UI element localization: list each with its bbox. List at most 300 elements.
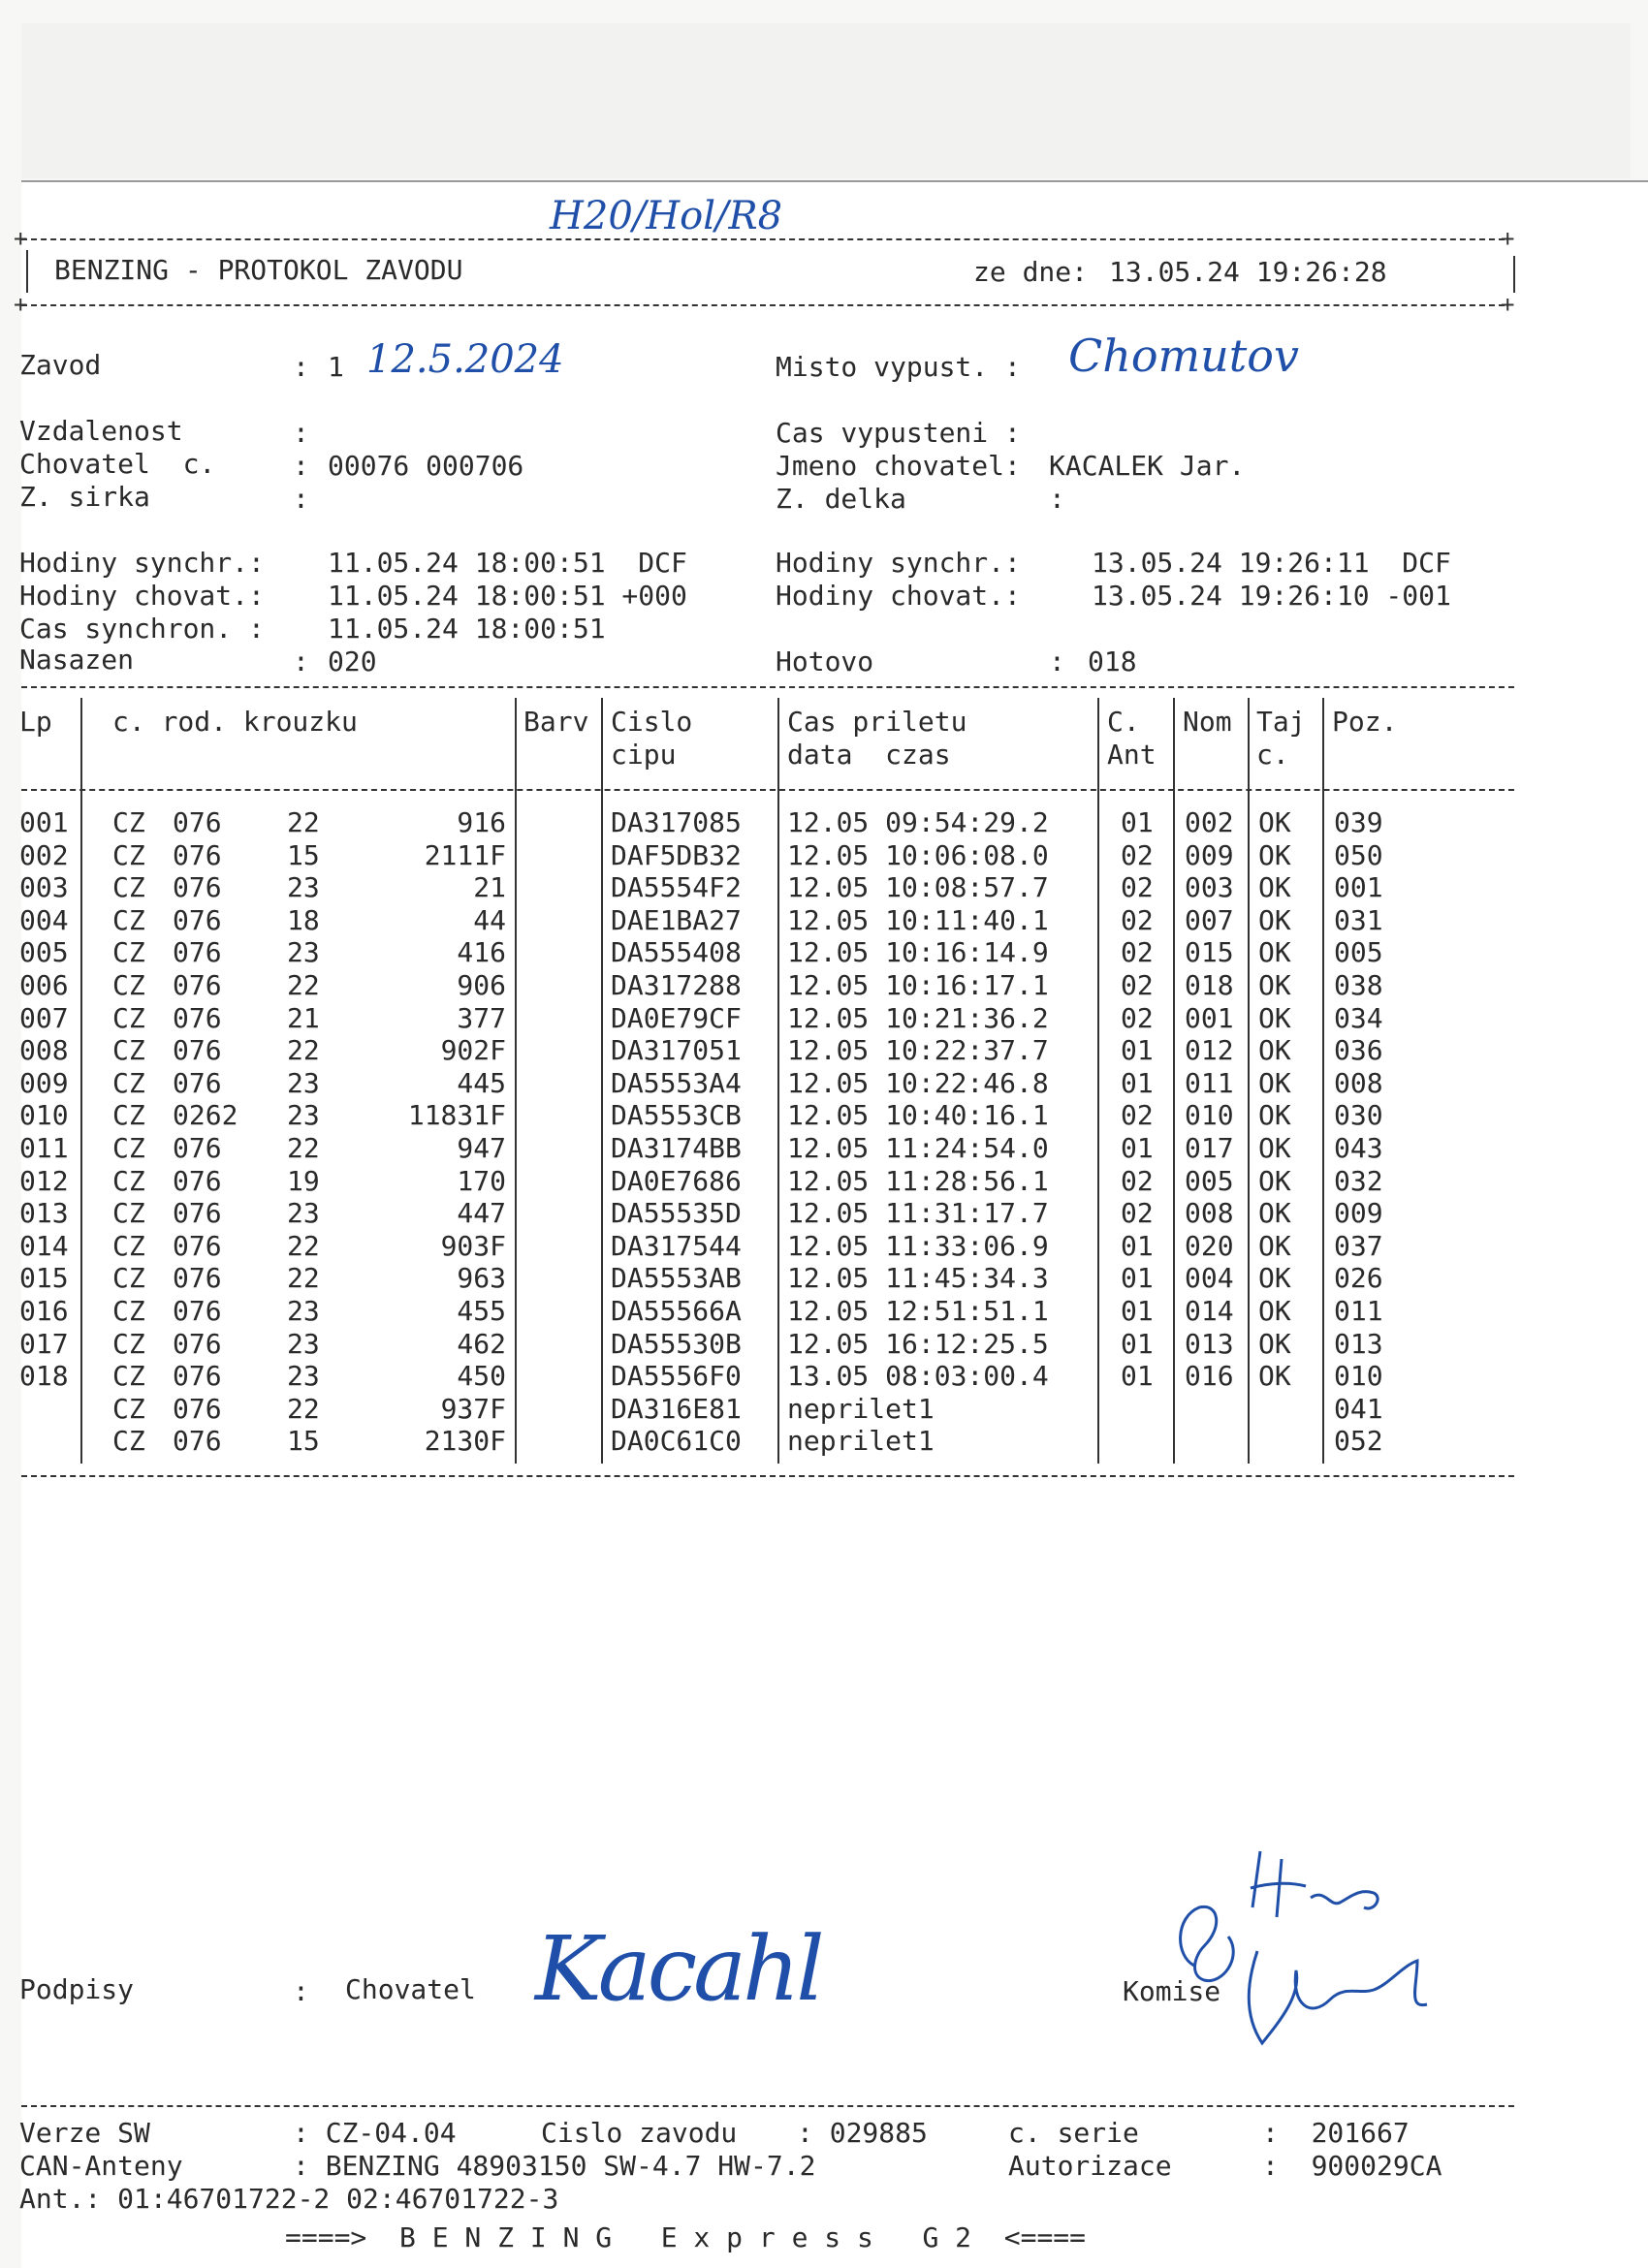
cell-nom: 007 [1185,903,1234,936]
breeder-signature-label: Chovatel [345,1973,476,2005]
cell-arrival: 12.05 10:22:37.7 [787,1034,1049,1067]
cell-org: 076 [173,1425,222,1458]
cell-antenna: 02 [1121,871,1154,904]
cell-ring-number: 416 [457,936,506,969]
cell-lp: 010 [19,1099,69,1132]
corner-mark: + [14,291,28,318]
cell-position: 043 [1334,1132,1383,1164]
cell-nom: 011 [1185,1066,1234,1099]
cell-antenna: 02 [1121,1001,1154,1034]
cell-lp: 012 [19,1164,69,1197]
cell-year: 23 [287,1099,320,1132]
cell-chip: DA3174BB [611,1132,742,1164]
release-place-label: Misto vypust. : [776,351,1021,383]
col-divider [515,698,517,1464]
cell-antenna: 02 [1121,969,1154,1001]
signatures-label: Podpisy [19,1973,135,2005]
cell-position: 031 [1334,903,1383,936]
breeder-number-value: 00076 000706 [328,450,524,482]
cell-arrival: 12.05 11:28:56.1 [787,1164,1049,1197]
cell-chip: DA317544 [611,1229,742,1262]
cell-country: CZ [112,936,145,969]
cell-secret: OK [1258,838,1291,871]
cell-country: CZ [112,1262,145,1295]
header-arrival: Cas priletu [787,706,967,738]
cell-nom: 008 [1185,1197,1234,1230]
cell-lp: 009 [19,1066,69,1099]
cell-ring-number: 963 [457,1262,506,1295]
protocol-page [14,180,1648,2268]
cell-country: CZ [112,1295,145,1327]
cell-nom: 017 [1185,1132,1234,1164]
cell-org: 076 [173,936,222,969]
cell-position: 050 [1334,838,1383,871]
corner-mark: + [1501,291,1515,318]
cell-country: CZ [112,1392,145,1425]
cell-org: 076 [173,1132,222,1164]
cell-year: 23 [287,1295,320,1327]
cell-secret: OK [1258,1262,1291,1295]
cell-arrival: 12.05 10:40:16.1 [787,1099,1049,1132]
cell-year: 23 [287,871,320,904]
cell-year: 15 [287,1425,320,1458]
cell-org: 076 [173,969,222,1001]
cell-arrival: 12.05 11:24:54.0 [787,1132,1049,1164]
colon: : [293,483,309,515]
cell-year: 22 [287,1034,320,1067]
cell-org: 076 [173,1066,222,1099]
cell-lp: 015 [19,1262,69,1295]
cell-arrival: 13.05 08:03:00.4 [787,1360,1049,1393]
cell-nom: 004 [1185,1262,1234,1295]
zavod-label: Zavod [19,349,102,381]
header-top-border [21,238,1505,240]
cell-ring-number: 445 [457,1066,506,1099]
protocol-title: BENZING - PROTOKOL ZAVODU [54,254,463,286]
cell-position: 026 [1334,1262,1383,1295]
cell-position: 010 [1334,1360,1383,1393]
handwritten-race-date: 12.5.2024 [366,337,564,382]
cell-nom: 013 [1185,1327,1234,1360]
col-divider [1248,698,1250,1464]
cell-antenna: 01 [1121,1034,1154,1067]
colon: : [293,351,309,383]
cell-year: 22 [287,1229,320,1262]
cell-arrival: 12.05 10:21:36.2 [787,1001,1049,1034]
cell-ring-number: 903F [440,1229,506,1262]
clock-sync-label-right: Hodiny synchr.: [776,547,1021,579]
cell-secret: OK [1258,903,1291,936]
cell-arrival: 12.05 11:33:06.9 [787,1229,1049,1262]
cell-org: 076 [173,1164,222,1197]
cell-chip: DA5553A4 [611,1066,742,1099]
cell-country: CZ [112,1034,145,1067]
cell-lp: 008 [19,1034,69,1067]
header-secret: Taj [1256,706,1306,738]
authorization-value: : 900029CA [1262,2150,1442,2182]
cell-position: 005 [1334,936,1383,969]
cell-antenna: 01 [1121,1327,1154,1360]
cell-chip: DAE1BA27 [611,903,742,936]
cell-position: 038 [1334,969,1383,1001]
cell-position: 037 [1334,1229,1383,1262]
cell-chip: DA55535D [611,1197,742,1230]
cell-country: CZ [112,969,145,1001]
can-antenna-label: CAN-Anteny [19,2150,183,2182]
brand-line: ====> B E N Z I N G E x p r e s s G 2 <==== [285,2221,1087,2253]
cell-ring-number: 377 [457,1001,506,1034]
header-chip-2: cipu [611,739,677,771]
cell-position: 011 [1334,1295,1383,1327]
cell-secret: OK [1258,806,1291,838]
release-time-label: Cas vypusteni : [776,417,1021,449]
cell-year: 22 [287,969,320,1001]
cell-position: 039 [1334,806,1383,838]
cell-arrival: 12.05 16:12:25.5 [787,1327,1049,1360]
col-divider [777,698,779,1464]
header-bottom-border [21,304,1505,306]
cell-org: 076 [173,903,222,936]
cell-lp: 004 [19,903,69,936]
header-secret-2: c. [1256,739,1289,771]
cell-nom: 018 [1185,969,1234,1001]
cell-year: 22 [287,1392,320,1425]
cell-year: 23 [287,1327,320,1360]
cell-org: 076 [173,838,222,871]
header-lp: Lp [19,706,52,738]
cell-year: 22 [287,1132,320,1164]
cell-chip: DA5554F2 [611,871,742,904]
cell-lp: 002 [19,838,69,871]
cell-antenna: 02 [1121,903,1154,936]
basketed-value: 020 [328,646,377,677]
cell-year: 18 [287,903,320,936]
cell-lp: 005 [19,936,69,969]
cell-arrival: 12.05 11:31:17.7 [787,1197,1049,1230]
clock-sync-value-left: 11.05.24 18:00:51 DCF [328,547,687,579]
cell-chip: DA317051 [611,1034,742,1067]
cell-nom: 010 [1185,1099,1234,1132]
cell-position: 030 [1334,1099,1383,1132]
commission-signature [1136,1849,1505,2063]
authorization-label: Autorizace [1008,2150,1172,2182]
cell-org: 076 [173,1327,222,1360]
scan-top-band [21,23,1631,178]
cell-position: 008 [1334,1066,1383,1099]
cell-org: 076 [173,1001,222,1034]
distance-label: Vzdalenost [19,415,183,447]
cell-chip: DA0E79CF [611,1001,742,1034]
cell-ring-number: 937F [440,1392,506,1425]
cell-arrival: neprilet1 [787,1392,935,1425]
cell-org: 076 [173,1197,222,1230]
cell-secret: OK [1258,1132,1291,1164]
cell-secret: OK [1258,1360,1291,1393]
cell-arrival: 12.05 10:11:40.1 [787,903,1049,936]
cell-ring-number: 2111F [424,838,506,871]
cell-country: CZ [112,838,145,871]
colon: : [1049,646,1065,677]
cell-chip: DA317288 [611,969,742,1001]
cell-chip: DA555408 [611,936,742,969]
cell-country: CZ [112,1099,145,1132]
breeder-signature: Kacahl [535,1917,821,2021]
cell-antenna: 01 [1121,1360,1154,1393]
cell-position: 032 [1334,1164,1383,1197]
cell-org: 076 [173,1360,222,1393]
cell-antenna: 01 [1121,1066,1154,1099]
cell-country: CZ [112,903,145,936]
cell-lp: 001 [19,806,69,838]
footer-top-border [21,2105,1514,2107]
cell-antenna: 02 [1121,1099,1154,1132]
cell-lp: 017 [19,1327,69,1360]
cell-country: CZ [112,1197,145,1230]
cell-lp: 016 [19,1295,69,1327]
cell-secret: OK [1258,936,1291,969]
cell-nom: 009 [1185,838,1234,871]
header-ring: c. rod. krouzku [112,706,358,738]
cell-ring-number: 916 [457,806,506,838]
cell-country: CZ [112,1229,145,1262]
cell-year: 23 [287,1360,320,1393]
clock-sync-value-right: 13.05.24 19:26:11 DCF [1092,547,1451,579]
header-antenna: C. [1107,706,1140,738]
header-nom: Nom [1183,706,1232,738]
cell-org: 076 [173,871,222,904]
cell-position: 001 [1334,871,1383,904]
colon: : [293,1975,309,2007]
breeder-clock-value-left: 11.05.24 18:00:51 +000 [328,580,687,612]
cell-secret: OK [1258,1229,1291,1262]
longitude-label: Z. delka [776,483,906,515]
cell-ring-number: 2130F [424,1425,506,1458]
cell-antenna: 02 [1121,1164,1154,1197]
cell-lp: 007 [19,1001,69,1034]
cell-org: 0262 [173,1099,238,1132]
cell-ring-number: 450 [457,1360,506,1393]
cell-chip: DA0E7686 [611,1164,742,1197]
cell-year: 22 [287,1262,320,1295]
cell-country: CZ [112,806,145,838]
cell-country: CZ [112,1425,145,1458]
race-number-value: : 029885 [797,2117,928,2149]
cell-ring-number: 462 [457,1327,506,1360]
cell-nom: 012 [1185,1034,1234,1067]
cell-nom: 015 [1185,936,1234,969]
cell-lp: 018 [19,1360,69,1393]
corner-mark: + [1501,225,1515,252]
cell-org: 076 [173,1295,222,1327]
header-antenna-2: Ant [1107,739,1157,771]
cell-year: 22 [287,806,320,838]
col-divider [1097,698,1099,1464]
breeder-number-label: Chovatel c. [19,448,216,480]
clock-sync-label-left: Hodiny synchr.: [19,547,265,579]
cell-nom: 014 [1185,1295,1234,1327]
cell-position: 034 [1334,1001,1383,1034]
zavod-number: 1 [328,351,344,383]
cell-position: 009 [1334,1197,1383,1230]
cell-antenna: 02 [1121,838,1154,871]
cell-ring-number: 455 [457,1295,506,1327]
cell-org: 076 [173,806,222,838]
breeder-clock-label-right: Hodiny chovat.: [776,580,1021,612]
cell-country: CZ [112,871,145,904]
cell-antenna: 01 [1121,1262,1154,1295]
cell-lp: 006 [19,969,69,1001]
cell-nom: 003 [1185,871,1234,904]
cell-nom: 002 [1185,806,1234,838]
breeder-clock-value-right: 13.05.24 19:26:10 -001 [1092,580,1451,612]
header-color: Barv [523,706,589,738]
serial-label: c. serie [1008,2117,1139,2149]
can-antenna-value: : BENZING 48903150 SW-4.7 HW-7.2 [293,2150,816,2182]
cell-arrival: neprilet1 [787,1425,935,1458]
cell-org: 076 [173,1034,222,1067]
cell-antenna: 01 [1121,1295,1154,1327]
cell-year: 21 [287,1001,320,1034]
col-divider [601,698,603,1464]
cell-position: 013 [1334,1327,1383,1360]
cell-secret: OK [1258,871,1291,904]
cell-ring-number: 44 [473,903,506,936]
cell-arrival: 12.05 10:06:08.0 [787,838,1049,871]
header-right-border [1513,256,1515,293]
cell-chip: DA55530B [611,1327,742,1360]
cell-org: 076 [173,1229,222,1262]
cell-arrival: 12.05 10:22:46.8 [787,1066,1049,1099]
cell-nom: 005 [1185,1164,1234,1197]
cell-antenna: 01 [1121,806,1154,838]
cell-country: CZ [112,1360,145,1393]
cell-nom: 020 [1185,1229,1234,1262]
table-top-border [21,686,1514,688]
colon: : [1049,483,1065,515]
breeder-clock-label-left: Hodiny chovat.: [19,580,265,612]
sw-version-value: : CZ-04.04 [293,2117,457,2149]
cell-antenna: 02 [1121,1197,1154,1230]
cell-nom: 016 [1185,1360,1234,1393]
report-date-label: ze dne: [973,256,1089,288]
cell-position: 036 [1334,1034,1383,1067]
cell-chip: DA5553CB [611,1099,742,1132]
done-value: 018 [1088,646,1137,677]
handwritten-release-place: Chomutov [1068,330,1299,382]
cell-arrival: 12.05 12:51:51.1 [787,1295,1049,1327]
cell-antenna: 01 [1121,1229,1154,1262]
cell-chip: DA55566A [611,1295,742,1327]
table-header-border [21,789,1514,791]
cell-secret: OK [1258,1001,1291,1034]
latitude-label: Z. sirka [19,481,150,513]
cell-arrival: 12.05 10:16:17.1 [787,969,1049,1001]
cell-secret: OK [1258,1327,1291,1360]
cell-ring-number: 21 [473,871,506,904]
serial-value: : 201667 [1262,2117,1410,2149]
cell-secret: OK [1258,1295,1291,1327]
table-bottom-border [21,1475,1514,1477]
basketed-label: Nasazen [19,644,135,676]
cell-ring-number: 947 [457,1132,506,1164]
cell-year: 15 [287,838,320,871]
race-number-label: Cislo zavodu [541,2117,738,2149]
header-arrival-2: data czas [787,739,951,771]
cell-year: 19 [287,1164,320,1197]
cell-ring-number: 906 [457,969,506,1001]
cell-org: 076 [173,1262,222,1295]
breeder-name-label: Jmeno chovatel: [776,450,1021,482]
cell-secret: OK [1258,969,1291,1001]
cell-year: 23 [287,1197,320,1230]
handwritten-code: H20/Hol/R8 [550,194,783,238]
cell-secret: OK [1258,1034,1291,1067]
cell-arrival: 12.05 09:54:29.2 [787,806,1049,838]
cell-antenna: 02 [1121,936,1154,969]
cell-nom: 001 [1185,1001,1234,1034]
antenna-ids: Ant.: 01:46701722-2 02:46701722-3 [19,2183,559,2215]
cell-ring-number: 11831F [407,1099,506,1132]
cell-arrival: 12.05 11:45:34.3 [787,1262,1049,1295]
corner-mark: + [14,225,28,252]
cell-ring-number: 170 [457,1164,506,1197]
cell-lp: 011 [19,1132,69,1164]
cell-arrival: 12.05 10:08:57.7 [787,871,1049,904]
breeder-name-value: KACALEK Jar. [1049,450,1246,482]
cell-antenna: 01 [1121,1132,1154,1164]
cell-country: CZ [112,1066,145,1099]
colon: : [293,417,309,449]
cell-country: CZ [112,1164,145,1197]
cell-ring-number: 447 [457,1197,506,1230]
cell-chip: DA317085 [611,806,742,838]
cell-chip: DAF5DB32 [611,838,742,871]
header-left-border [26,250,28,293]
cell-chip: DA5556F0 [611,1360,742,1393]
done-label: Hotovo [776,646,874,677]
sw-version-label: Verze SW [19,2117,150,2149]
cell-secret: OK [1258,1099,1291,1132]
cell-lp: 013 [19,1197,69,1230]
header-chip: Cislo [611,706,693,738]
cell-ring-number: 902F [440,1034,506,1067]
cell-secret: OK [1258,1197,1291,1230]
colon: : [293,646,309,677]
cell-secret: OK [1258,1164,1291,1197]
cell-year: 23 [287,1066,320,1099]
report-date-value: 13.05.24 19:26:28 [1109,256,1387,288]
cell-chip: DA0C61C0 [611,1425,742,1458]
colon: : [293,450,309,482]
commission-signature-label: Komise [1123,1975,1221,2007]
cell-country: CZ [112,1001,145,1034]
cell-year: 23 [287,936,320,969]
cell-position: 041 [1334,1392,1383,1425]
cell-secret: OK [1258,1066,1291,1099]
cas-sync-value: 11.05.24 18:00:51 [328,613,606,645]
col-divider [1173,698,1175,1464]
cell-chip: DA316E81 [611,1392,742,1425]
cell-country: CZ [112,1132,145,1164]
header-position: Poz. [1332,706,1398,738]
col-divider [1322,698,1324,1464]
cell-chip: DA5553AB [611,1262,742,1295]
cell-org: 076 [173,1392,222,1425]
cell-lp: 014 [19,1229,69,1262]
cell-country: CZ [112,1327,145,1360]
col-divider [80,698,82,1464]
cell-position: 052 [1334,1425,1383,1458]
